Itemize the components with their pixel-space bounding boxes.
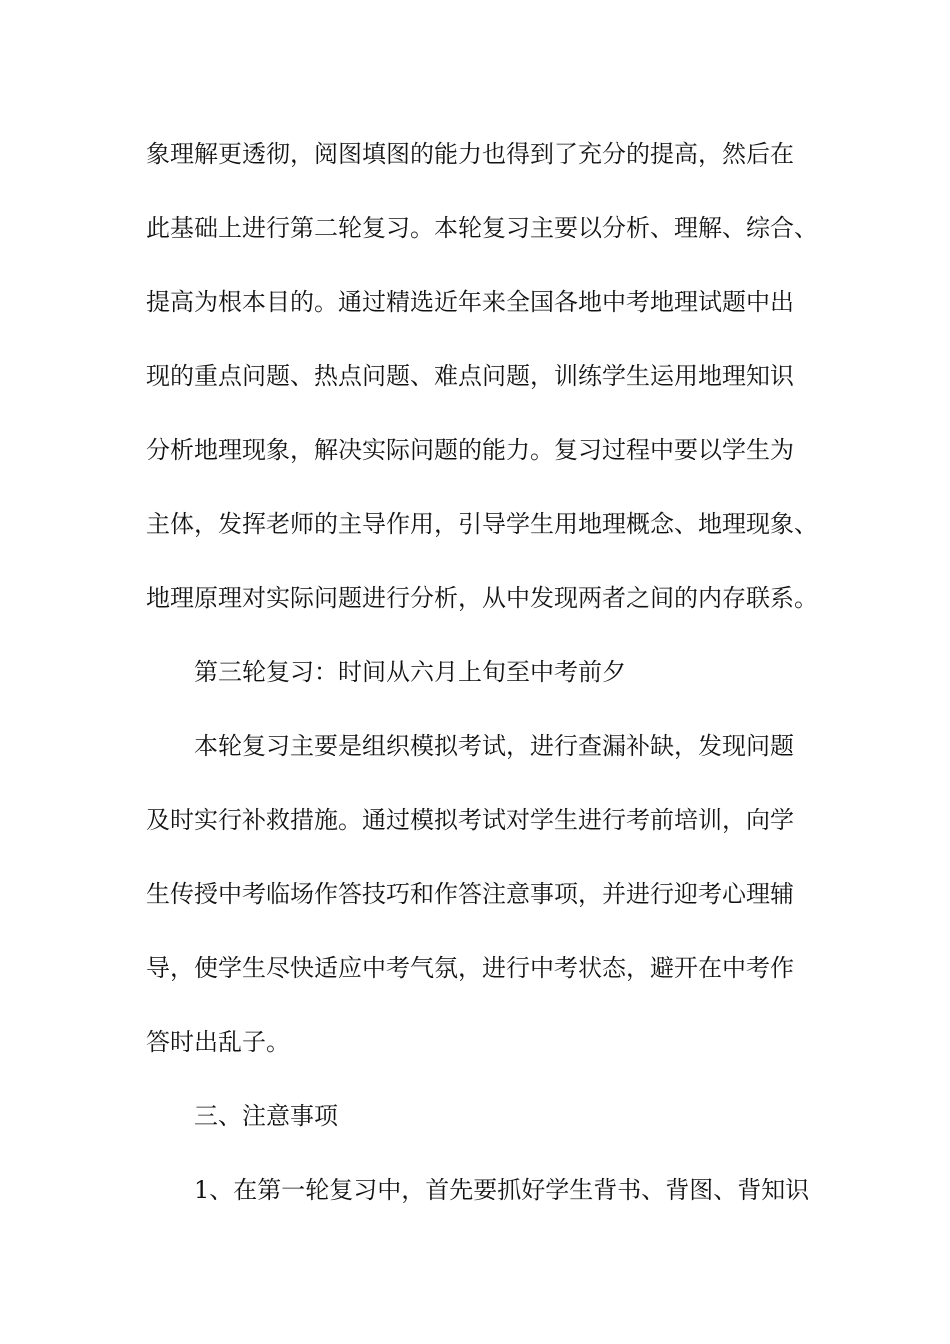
- text-line-1: 象理解更透彻，阅图填图的能力也得到了充分的提高，然后在: [146, 140, 794, 168]
- section-heading-third-round: 第三轮复习：时间从六月上旬至中考前夕: [194, 658, 626, 686]
- text-line-5: 分析地理现象，解决实际问题的能力。复习过程中要以学生为: [146, 436, 794, 464]
- text-line-13: 答时出乱子。: [146, 1028, 290, 1056]
- text-line-4: 现的重点问题、热点问题、难点问题，训练学生运用地理知识: [146, 362, 794, 390]
- text-line-6: 主体，发挥老师的主导作用，引导学生用地理概念、地理现象、: [146, 510, 818, 538]
- text-line-11: 生传授中考临场作答技巧和作答注意事项，并进行迎考心理辅: [146, 880, 794, 908]
- section-heading-notes: 三、注意事项: [194, 1102, 338, 1130]
- text-line-10: 及时实行补救措施。通过模拟考试对学生进行考前培训，向学: [146, 806, 794, 834]
- text-line-12: 导，使学生尽快适应中考气氛，进行中考状态，避开在中考作: [146, 954, 794, 982]
- text-line-3: 提高为根本目的。通过精选近年来全国各地中考地理试题中出: [146, 288, 794, 316]
- text-line-2: 此基础上进行第二轮复习。本轮复习主要以分析、理解、综合、: [146, 214, 818, 242]
- text-line-9: 本轮复习主要是组织模拟考试，进行查漏补缺，发现问题: [194, 732, 794, 760]
- text-line-7: 地理原理对实际问题进行分析，从中发现两者之间的内存联系。: [146, 584, 818, 612]
- text-line-15: 1、在第一轮复习中，首先要抓好学生背书、背图、背知识: [194, 1176, 810, 1204]
